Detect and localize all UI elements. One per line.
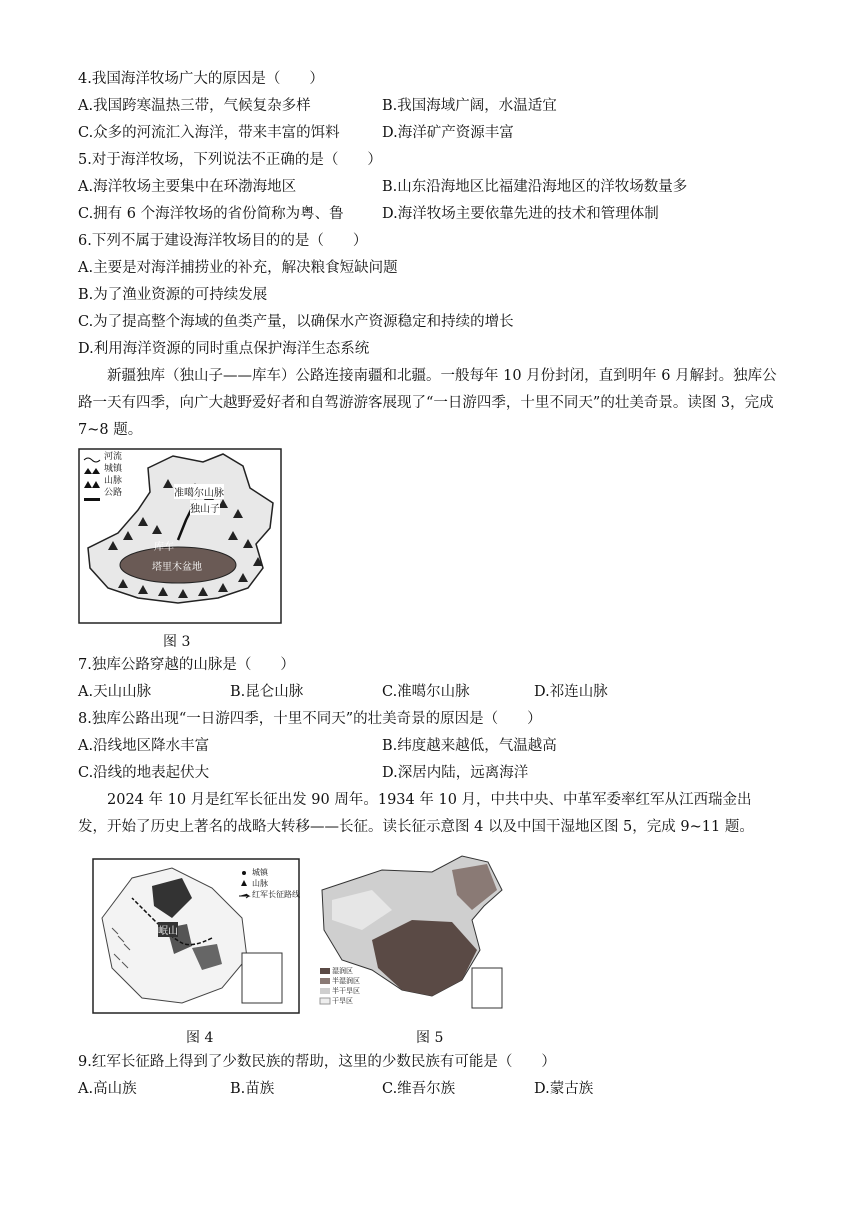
q7-stem: 7.独库公路穿越的山脉是（ ） bbox=[78, 657, 295, 673]
fig3-label-basin: 塔里木盆地 bbox=[152, 562, 202, 573]
fig3-label-city1: 独山子 bbox=[190, 500, 220, 515]
fig3-legend-town: 城镇 bbox=[104, 464, 123, 474]
q4-option-d: D.海洋矿产资源丰富 bbox=[382, 125, 514, 141]
q7-option-c: C.准噶尔山脉 bbox=[382, 684, 470, 700]
q8-option-b: B.纬度越来越低，气温越高 bbox=[382, 738, 557, 754]
q7-option-a: A.天山山脉 bbox=[78, 684, 152, 700]
fig3-label-city2: 库车 bbox=[154, 542, 174, 553]
q4-option-b: B.我国海域广阔，水温适宜 bbox=[382, 98, 557, 114]
q8-option-a: A.沿线地区降水丰富 bbox=[78, 738, 210, 754]
fig4-legend-route: 红军长征路线 bbox=[252, 890, 300, 899]
fig3-legend-river: 河流 bbox=[104, 452, 123, 462]
fig4-legend-town: 城镇 bbox=[252, 868, 268, 877]
q6-option-b: B.为了渔业资源的可持续发展 bbox=[78, 287, 268, 303]
q6-option-a: A.主要是对海洋捕捞业的补充，解决粮食短缺问题 bbox=[78, 260, 398, 276]
fig5-legend-humid: 湿润区 bbox=[332, 967, 353, 975]
q9-stem: 9.红军长征路上得到了少数民族的帮助，这里的少数民族有可能是（ ） bbox=[78, 1054, 556, 1070]
figure-4-caption: 图 4 bbox=[186, 1030, 214, 1046]
q4-stem: 4.我国海洋牧场广大的原因是（ ） bbox=[78, 71, 324, 87]
q9-option-d: D.蒙古族 bbox=[534, 1081, 594, 1097]
q8-option-c: C.沿线的地表起伏大 bbox=[78, 765, 210, 781]
q6-stem: 6.下列不属于建设海洋牧场目的的是（ ） bbox=[78, 233, 368, 249]
fig3-legend-mountain: 山脉 bbox=[104, 476, 123, 486]
fig5-legend-subhumid: 半湿润区 bbox=[332, 977, 360, 985]
fig5-legend-semiarid: 半干旱区 bbox=[332, 987, 360, 995]
fig4-legend-mountain: 山脉 bbox=[252, 879, 268, 888]
q4-option-c: C.众多的河流汇入海洋，带来丰富的饵料 bbox=[78, 125, 340, 141]
figure-5-map bbox=[312, 850, 508, 1014]
q5-option-c: C.拥有 6 个海洋牧场的省份简称为粤、鲁 bbox=[78, 206, 344, 222]
q6-option-c: C.为了提高整个海域的鱼类产量，以确保水产资源稳定和持续的增长 bbox=[78, 314, 514, 330]
q8-stem: 8.独库公路出现“一日游四季，十里不同天”的壮美奇景的原因是（ ） bbox=[78, 711, 542, 727]
q9-option-a: A.高山族 bbox=[78, 1081, 137, 1097]
q7-option-b: B.昆仑山脉 bbox=[230, 684, 304, 700]
q8-option-d: D.深居内陆，远离海洋 bbox=[382, 765, 529, 781]
q5-option-b: B.山东沿海地区比福建沿海地区的洋牧场数量多 bbox=[382, 179, 688, 195]
fig3-label-mountain: 准噶尔山脉 bbox=[174, 484, 224, 499]
intro-paragraph-9-11: 2024 年 10 月是红军长征出发 90 周年。1934 年 10 月，中共中央、中革军委率红军从江西瑞金出发，开始了历史上著名的战略大转移——长征。读长征示意图 4 以及中国干湿地区图 5，完成 9~11 题。 bbox=[78, 792, 754, 835]
q9-option-b: B.苗族 bbox=[230, 1081, 275, 1097]
q7-option-d: D.祁连山脉 bbox=[534, 684, 608, 700]
q6-option-d: D.利用海洋资源的同时重点保护海洋生态系统 bbox=[78, 341, 370, 357]
figure-3-map bbox=[78, 448, 282, 624]
figure-4-map bbox=[92, 858, 300, 1014]
q5-option-a: A.海洋牧场主要集中在环渤海地区 bbox=[78, 179, 297, 195]
fig5-legend-arid: 干旱区 bbox=[332, 997, 353, 1005]
q4-option-a: A.我国跨寒温热三带，气候复杂多样 bbox=[78, 98, 311, 114]
figure-3-caption: 图 3 bbox=[163, 634, 191, 650]
fig3-legend-road: 公路 bbox=[104, 488, 123, 498]
fig4-label-minshan: 岷山 bbox=[158, 922, 178, 937]
intro-paragraph-7-8: 新疆独库（独山子——库车）公路连接南疆和北疆。一般每年 10 月份封闭，直到明年 6 月解封。独库公路一天有四季，向广大越野爱好者和自驾游游客展现了“一日游四季，十里不同天”的壮美奇景。读图 3，完成 7~8 题。 bbox=[78, 368, 777, 438]
q5-option-d: D.海洋牧场主要依靠先进的技术和管理体制 bbox=[382, 206, 659, 222]
q9-option-c: C.维吾尔族 bbox=[382, 1081, 456, 1097]
figure-5-caption: 图 5 bbox=[416, 1030, 444, 1046]
q5-stem: 5.对于海洋牧场，下列说法不正确的是（ ） bbox=[78, 152, 382, 168]
